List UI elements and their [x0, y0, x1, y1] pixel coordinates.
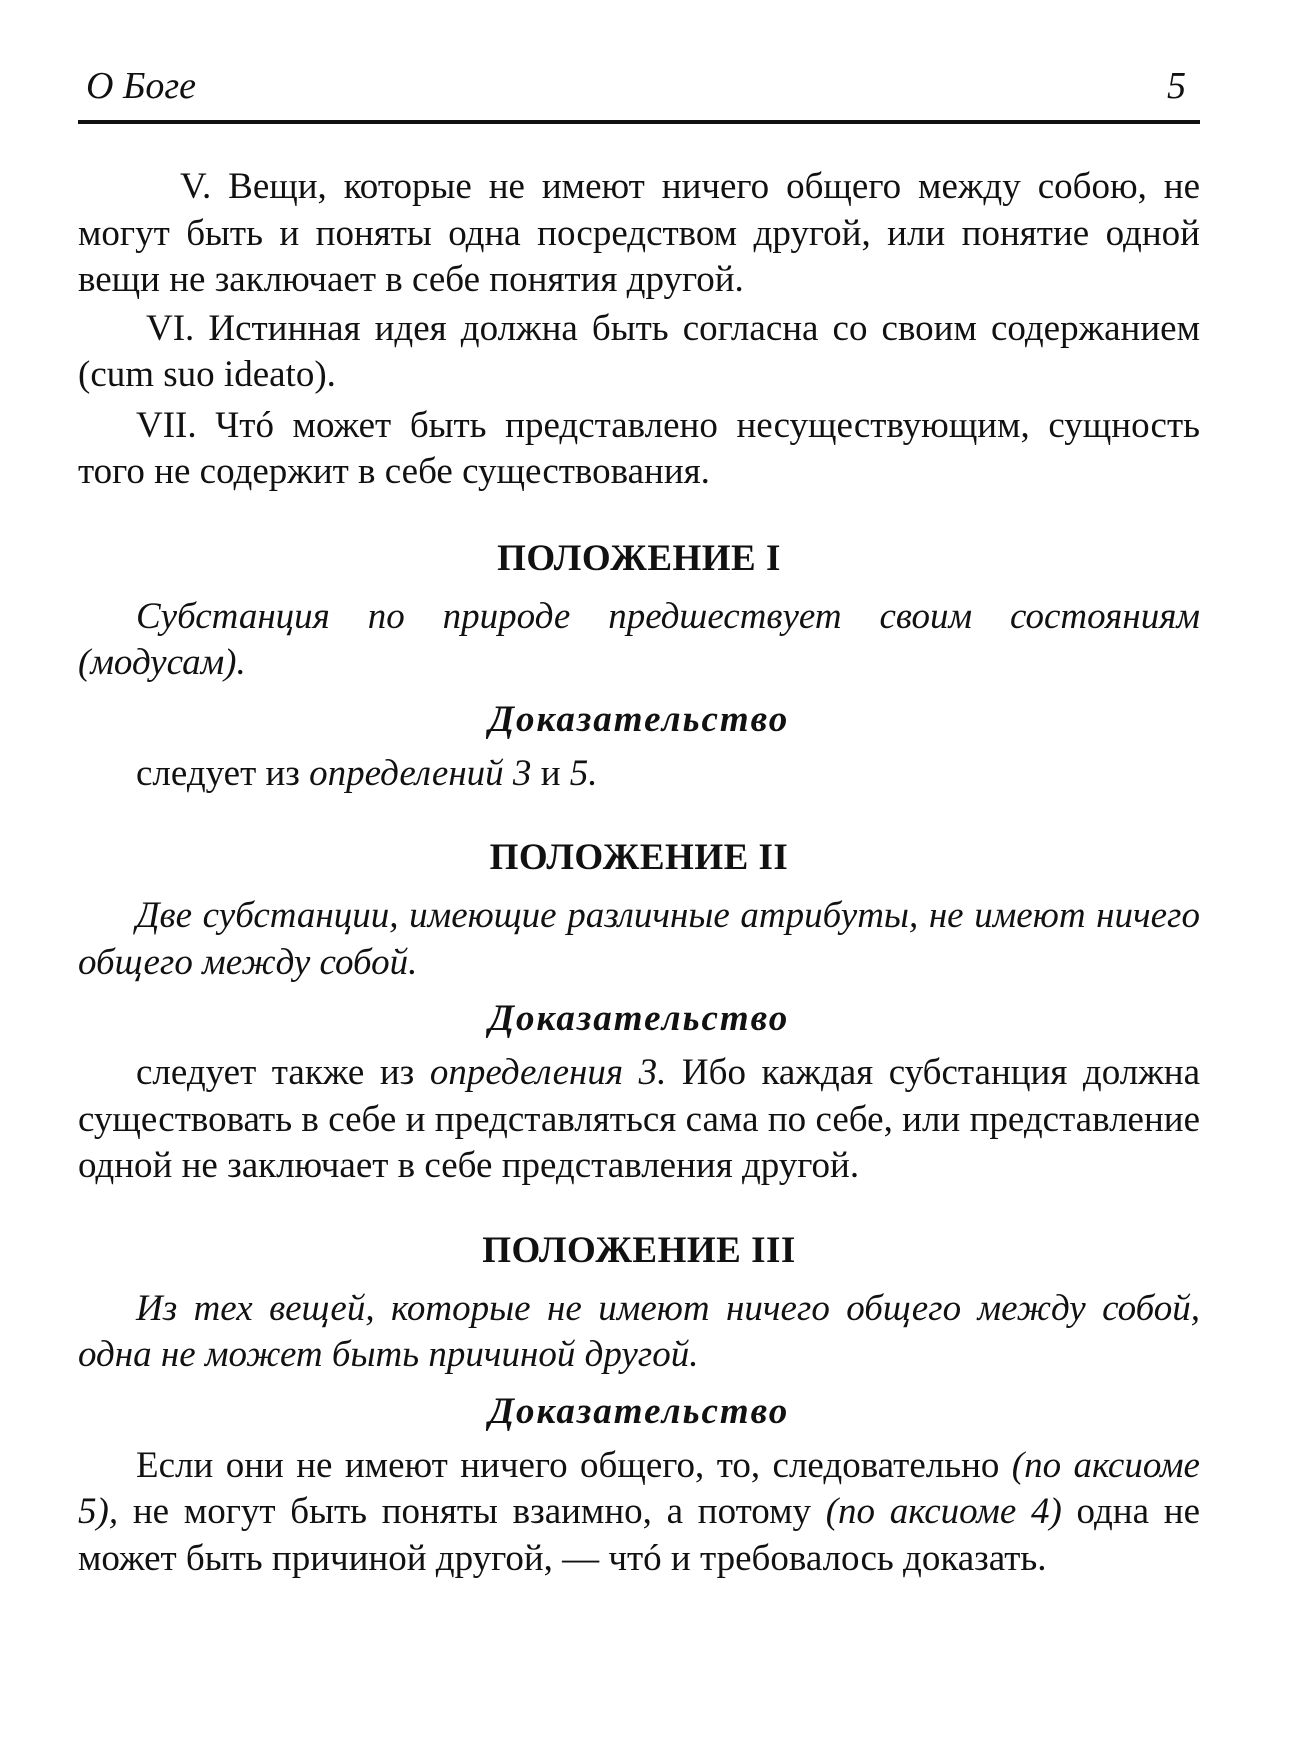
running-title: О Боге [86, 65, 197, 107]
proposition-3-proof-heading: Доказательство [488, 1390, 790, 1432]
proof-reference: определений 3 [309, 752, 532, 794]
proposition-3-heading: ПОЛОЖЕНИЕ III [482, 1229, 796, 1271]
proposition-2-statement: Две субстанции, имеющие различные атрибуты, не имеют ничего общего между собой. [78, 895, 1200, 983]
proof-reference: определения 3. [429, 1052, 667, 1093]
proposition-3-proof [78, 1443, 1200, 1583]
proposition-2-heading: ПОЛОЖЕНИЕ II [489, 837, 789, 878]
proposition-2-proof-heading: Доказательство [488, 998, 790, 1039]
proof-text: не могут быть поняты взаимно, а потому [118, 1491, 826, 1532]
page-number: 5 [1167, 65, 1186, 107]
proposition-1-heading: ПОЛОЖЕНИЕ I [497, 537, 781, 579]
proof-text: следует также из [136, 1052, 430, 1093]
axiom-vi: VI. Истинная идея должна быть согласна со своим содержанием (cum suo ideato). [78, 307, 1200, 395]
proposition-2-proof [78, 1050, 1200, 1190]
axiom-v: V. Вещи, которые не имеют ничего общего между собою, не могут быть и поняты одна посредством другой, или понятие одной вещи не заключает в себе понятия другой. [78, 166, 1200, 300]
axiom-vii: VII. Чтó может быть представлено несуществующим, сущность того не содержит в себе существования. [78, 404, 1200, 492]
proposition-1-statement: Субстанция по природе предшествует своим состояниям (модусам). [78, 595, 1200, 683]
proposition-1-proof-heading: Доказательство [488, 698, 790, 740]
proof-reference: (по аксиоме 5), [78, 1444, 1200, 1532]
running-head [78, 62, 1200, 124]
proof-text: следует из [136, 752, 310, 794]
proposition-1-proof [78, 751, 1200, 798]
proof-text: и [531, 752, 570, 794]
proof-text: одна не может быть причиной другой, — чтó и требовалось доказать. [78, 1491, 1200, 1579]
book-page [78, 62, 1200, 1582]
proof-text: Ибо каждая субстанция должна существовать в себе и представляться сама по себе, или представление одной не заключает в себе представления другой. [78, 1052, 1201, 1186]
proof-reference: (по аксиоме 4) [825, 1491, 1062, 1532]
proof-reference: 5. [569, 752, 598, 794]
proposition-3-statement: Из тех вещей, которые не имеют ничего общего между собой, одна не может быть причиной другой. [78, 1287, 1200, 1375]
proof-text: Если они не имеют ничего общего, то, следовательно [136, 1444, 1012, 1486]
page-content [78, 164, 1200, 1582]
